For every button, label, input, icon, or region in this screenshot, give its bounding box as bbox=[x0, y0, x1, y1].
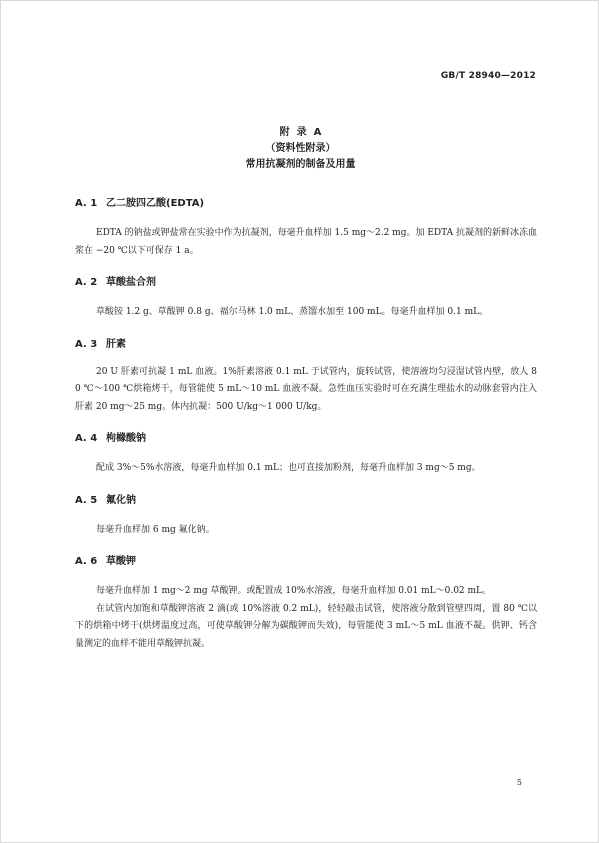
section-title: 氟化钠 bbox=[106, 494, 136, 506]
section-a3 bbox=[75, 338, 537, 417]
annex-content bbox=[75, 197, 537, 653]
section-paragraph: 每毫升血样加 6 mg 氟化钠。 bbox=[96, 524, 215, 535]
section-heading bbox=[75, 197, 537, 211]
section-paragraph: 每毫升血样加 1 mg～2 mg 草酸钾。或配置成 10%水溶液，每毫升血样加 0.01 mL～0.02 mL。 bbox=[96, 586, 492, 596]
section-a5 bbox=[75, 494, 537, 540]
section-number: A. 6 bbox=[75, 556, 98, 567]
section-title: 肝素 bbox=[106, 338, 126, 350]
section-paragraph: 配成 3%～5%水溶液，每毫升血样加 0.1 mL；也可直接加粉剂，每毫升血样加 3 mg～5 mg。 bbox=[96, 463, 481, 473]
section-number: A. 3 bbox=[75, 338, 98, 350]
section-paragraph: 20 U 肝素可抗凝 1 mL 血液。1%肝素溶液 0.1 mL 于试管内，旋转试管，使溶液均匀浸湿试管内壁，放人 80 ℃～100 ℃烘箱烤干，每管能使 5 mL～10 mL 血液不凝。急性血压实验时可在充满生理盐水的动脉套管内注入肝素 20 mg～25 mg。体内抗凝：500 U/kg～1 000 U/kg。 bbox=[75, 366, 537, 412]
section-heading bbox=[75, 276, 537, 290]
section-paragraph: 草酸铵 1.2 g、草酸钾 0.8 g、福尔马林 1.0 mL、蒸馏水加至 100 mL。每毫升血样加 0.1 mL。 bbox=[96, 307, 489, 317]
section-paragraph: EDTA 的钠盐或钾盐常在实验中作为抗凝剂，每毫升血样加 1.5 mg～2.2 mg。加 EDTA 抗凝剂的新鲜冰冻血浆在 −20 ℃以下可保存 1 a。 bbox=[75, 228, 537, 256]
section-title: 草酸钾 bbox=[106, 556, 136, 567]
section-number: A. 5 bbox=[75, 494, 98, 506]
page-number: 5 bbox=[516, 778, 522, 787]
section-number: A. 1 bbox=[75, 198, 98, 209]
annex-type: （资料性附录） bbox=[265, 143, 336, 154]
section-heading bbox=[75, 494, 537, 508]
annex-title: 常用抗凝剂的制备及用量 bbox=[245, 159, 356, 170]
section-a1 bbox=[75, 197, 537, 260]
annex-heading bbox=[1, 125, 599, 173]
section-number: A. 4 bbox=[75, 433, 98, 444]
annex-label: 附 录 A bbox=[279, 127, 322, 138]
section-title: 草酸盐合剂 bbox=[106, 277, 156, 288]
section-heading bbox=[75, 555, 537, 569]
section-heading bbox=[75, 338, 537, 352]
section-heading bbox=[75, 432, 537, 446]
section-title: 枸橼酸钠 bbox=[106, 433, 146, 444]
section-a4 bbox=[75, 432, 537, 478]
section-title: 乙二胺四乙酸(EDTA) bbox=[106, 198, 205, 209]
section-number: A. 2 bbox=[75, 277, 98, 288]
section-a2 bbox=[75, 276, 537, 322]
section-paragraph: 在试管内加饱和草酸钾溶液 2 滴(或 10%溶液 0.2 mL)，轻轻敲击试管，使溶液分散到管壁四周，置 80 ℃以下的烘箱中烤干(烘烤温度过高，可使草酸钾分解为碳酸钾而失效)，每管能使 3 mL～5 mL 血液不凝。供钾、钙含量测定的血样不能用草酸钾抗凝。 bbox=[75, 603, 537, 649]
section-a6 bbox=[75, 555, 537, 653]
standard-code: GB/T 28940—2012 bbox=[440, 71, 536, 81]
